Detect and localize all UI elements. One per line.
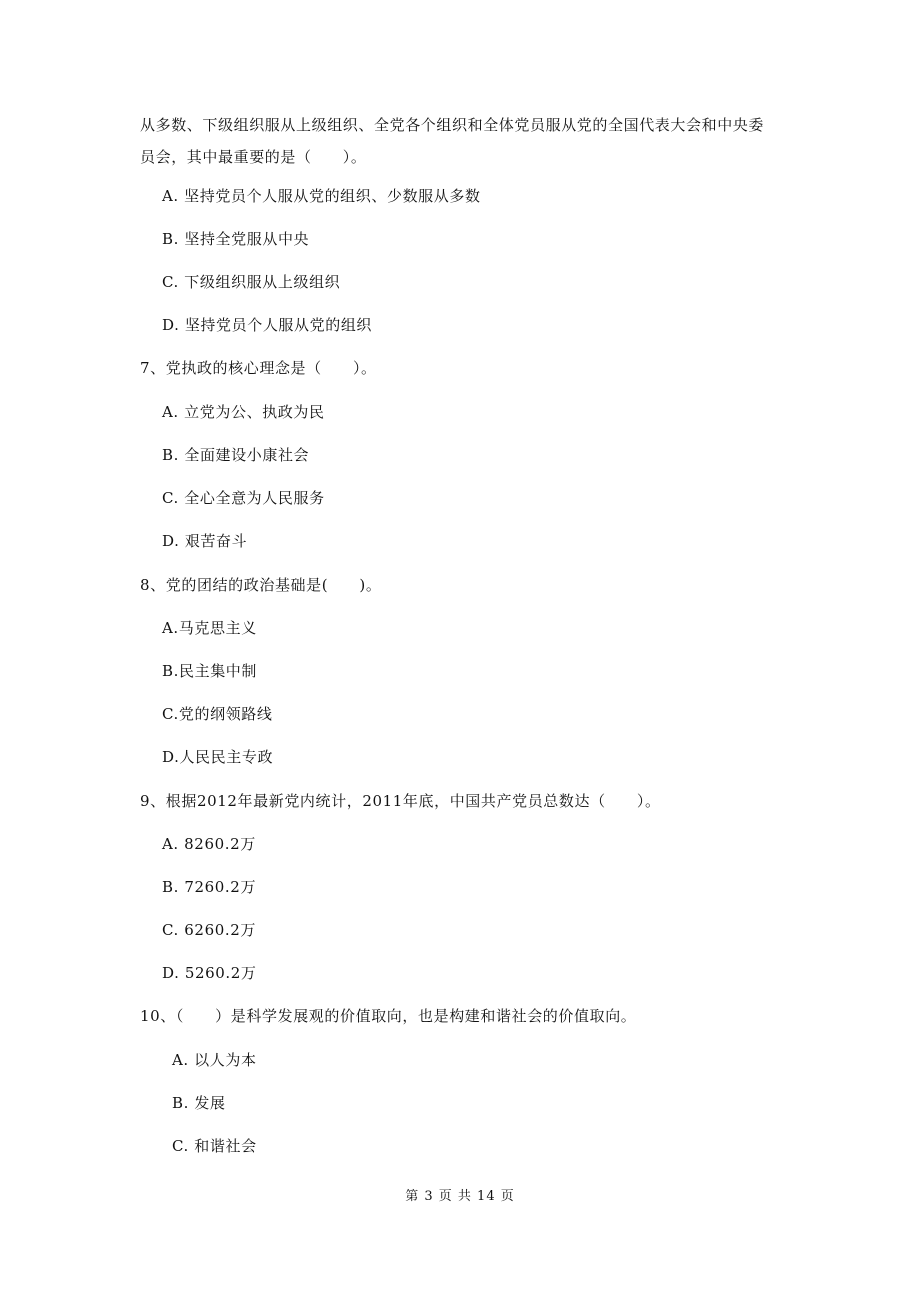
question-9-option-d: D. 5260.2万 xyxy=(162,964,257,982)
question-9-option-a: A. 8260.2万 xyxy=(162,835,256,853)
question-10-option-c: C. 和谐社会 xyxy=(172,1137,257,1155)
question-9-option-b: B. 7260.2万 xyxy=(162,878,257,896)
question-10-option-a: A. 以人为本 xyxy=(172,1051,257,1069)
question-9-stem: 9、根据2012年最新党内统计，2011年底，中国共产党员总数达（ ）。 xyxy=(140,792,661,810)
question-9-option-c: C. 6260.2万 xyxy=(162,921,256,939)
question-6-stem-line-2: 员会，其中最重要的是（ ）。 xyxy=(140,148,367,166)
question-8-option-b: B.民主集中制 xyxy=(162,662,257,680)
question-6-option-c: C. 下级组织服从上级组织 xyxy=(162,273,341,291)
question-7-option-b: B. 全面建设小康社会 xyxy=(162,446,310,464)
question-6-stem-line-1: 从多数、下级组织服从上级组织、全党各个组织和全体党员服从党的全国代表大会和中央委 xyxy=(140,116,765,134)
page-number-footer: 第 3 页 共 14 页 xyxy=(405,1189,515,1204)
question-7-option-d: D. 艰苦奋斗 xyxy=(162,532,248,550)
question-8-option-a: A.马克思主义 xyxy=(162,619,257,637)
question-8-stem: 8、党的团结的政治基础是( )。 xyxy=(140,576,382,594)
question-8-option-c: C.党的纲领路线 xyxy=(162,705,273,723)
question-10-stem: 10、（ ）是科学发展观的价值取向，也是构建和谐社会的价值取向。 xyxy=(140,1007,637,1025)
question-6-option-b: B. 坚持全党服从中央 xyxy=(162,230,310,248)
question-8-option-d: D.人民民主专政 xyxy=(162,748,274,766)
question-7-stem: 7、党执政的核心理念是（ ）。 xyxy=(140,359,377,377)
question-6-option-d: D. 坚持党员个人服从党的组织 xyxy=(162,316,373,334)
question-6-option-a: A. 坚持党员个人服从党的组织、少数服从多数 xyxy=(162,187,481,205)
question-10-option-b: B. 发展 xyxy=(172,1094,226,1112)
question-7-option-a: A. 立党为公、执政为民 xyxy=(162,403,325,421)
question-7-option-c: C. 全心全意为人民服务 xyxy=(162,489,325,507)
